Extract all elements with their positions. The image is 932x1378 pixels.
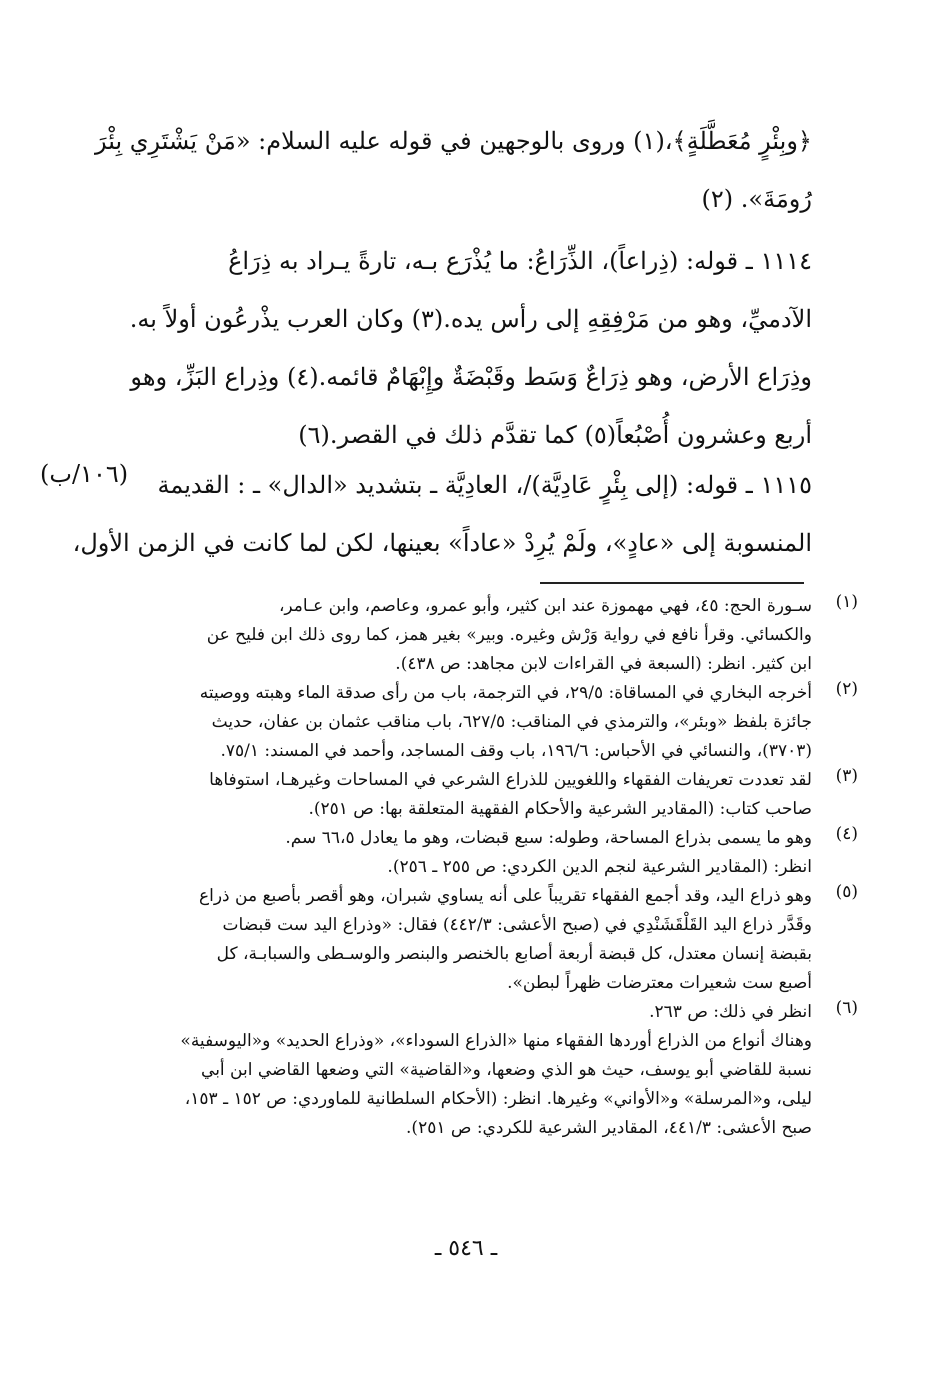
footnote-line: نسبة للقاضي أبو يوسف، حيث هو الذي وضعها، و«القاضية» التي وضعها القاضي ابن أبي	[201, 1060, 812, 1080]
text-line: الآدميِّ، وهو من مَرْفِقِهِ إلى رأس يده.(٣) وكان العرب يذْرعُون أولاً به.	[129, 305, 812, 333]
footnote-line: ليلى، و«المرسلة» و«الأواني» وغيرها. انظر: (الأحكام السلطانية للماوردي: ص ١٥٢ ـ ١٥٣،	[184, 1089, 812, 1109]
footnote-line: ابن كثير. انظر: (السبعة في القراءات لابن مجاهد: ص ٤٣٨).	[395, 654, 812, 674]
footnote-line: وهو ما يسمى بذراع المساحة، وطوله: سبع قبضات، وهو ما يعادل ٦٦،٥ سم.	[285, 828, 812, 848]
footnote-number: (١)	[835, 592, 858, 612]
footnote-line: صاحب كتاب: (المقادير الشرعية والأحكام الفقهية المتعلقة بها: ص ٢٥١).	[308, 799, 812, 819]
page-number: ـ ٥٤٦ ـ	[434, 1236, 498, 1261]
footnote-line: جائزة بلفظ «وبئر»، والترمذي في المناقب: ٦٢٧/٥، باب مناقب عثمان بن عفان، حديث	[211, 712, 812, 732]
footnote-3	[122, 766, 858, 824]
footnote-number: (٥)	[835, 882, 858, 902]
text-line: ١١١٥ ـ قوله: (إلى بِئْرٍ عَادِيَّة)/، العادِيَّة ـ بتشديد «الدال» ـ : القديمة	[157, 471, 812, 499]
footnote-line: سـورة الحج: ٤٥، فهي مهموزة عند ابن كثير، وأبو عمرو، وعاصم، وابن عـامر،	[278, 596, 812, 616]
footnote-line: وهناك أنواع من الذراع أوردها الفقهاء منها «الذراع السوداء»، «وذراع الحديد» و«اليوسفية»	[180, 1031, 812, 1051]
footnote-2	[122, 679, 858, 766]
text-line: أربع وعشرون أُصْبُعاً(٥) كما تقدَّم ذلك في القصر.(٦)	[298, 421, 812, 449]
footnote-line: وهو ذراع اليد، وقد أجمع الفقهاء تقريباً على أنه يساوي شبران، وهو أقصر بأصبع من ذراع	[198, 886, 812, 906]
footnote-number: (٤)	[835, 824, 858, 844]
entry-1114-paragraph	[122, 232, 812, 464]
text-line: وذِرَاع الأرض، وهو ذِرَاعٌ وَسَط وقَبْضَةٌ وإِبْهَامٌ قائمه.(٤) وذِراع البَزِّ، وهو	[130, 363, 812, 391]
footnote-6	[122, 998, 858, 1143]
text-line: رُومَةَ». (٢)	[701, 185, 812, 213]
footnote-line: (٣٧٠٣)، والنسائي في الأحباس: ١٩٦/٦، باب وقف المساجد، وأحمد في المسند: ٧٥/١.	[220, 741, 812, 761]
footnote-number: (٦)	[835, 998, 858, 1018]
manuscript-folio-marker: (١٠٦/ب)	[40, 460, 129, 488]
footnote-number: (٣)	[835, 766, 858, 786]
footnote-line: أصبع ست شعيرات معترضات ظهراً لبطن».	[507, 973, 812, 993]
footnotes	[122, 592, 858, 1143]
text-line: ١١١٤ ـ قوله: (ذِراعاً)، الذِّرَاعُ: ما يُذْرَع بـه، تارةً يـراد به ذِرَاعُ	[228, 247, 812, 275]
footnote-line: صبح الأعشى: ٤٤١/٣، المقادير الشرعية للكردي: ص ٢٥١).	[406, 1118, 812, 1138]
footnote-line: انظر: (المقادير الشرعية لنجم الدين الكردي: ص ٢٥٥ ـ ٢٥٦).	[387, 857, 812, 877]
text-line: ﴿وبِئْرٍ مُعَطَّلَةٍ﴾،(١) وروى بالوجهين في قوله عليه السلام: «مَنْ يَشْتَرِي بِئْرَ	[94, 127, 812, 155]
footnote-number: (٢)	[835, 679, 858, 699]
footnote-line: أخرجه البخاري في المساقاة: ٢٩/٥، في الترجمة، باب من رأى صدقة الماء وهبته ووصيته	[199, 683, 812, 703]
footnote-line: والكسائي. وقرأ نافع في رواية وَرْش وغيره. وبير» بغير همز، كما روى ذلك ابن فليح عن	[206, 625, 812, 645]
footnote-line: وقَدَّر ذراع اليد القَلْقَشَنْدِي في (صبح الأعشى: ٤٤٢/٣) فقال: «وذراع اليد ست قبضات	[222, 915, 812, 935]
footnote-separator	[540, 582, 804, 584]
footnote-1	[122, 592, 858, 679]
footnote-line: انظر في ذلك: ص ٢٦٣.	[649, 1002, 812, 1022]
intro-paragraph	[94, 112, 812, 228]
footnote-4	[122, 824, 858, 882]
text-line: المنسوبة إلى «عادٍ»، ولَمْ يُرِدْ «عاداً» بعينها، لكن لما كانت في الزمن الأول،	[72, 529, 812, 557]
footnote-line: لقد تعددت تعريفات الفقهاء واللغويين للذراع الشرعي في المساحات وغيرهـا، استوفاها	[209, 770, 812, 790]
footnote-5	[122, 882, 858, 998]
footnote-line: بقبضة إنسان معتدل، كل قبضة أربعة أصابع بالخنصر والبنصر والوسـطى والسبابـة، كل	[216, 944, 812, 964]
